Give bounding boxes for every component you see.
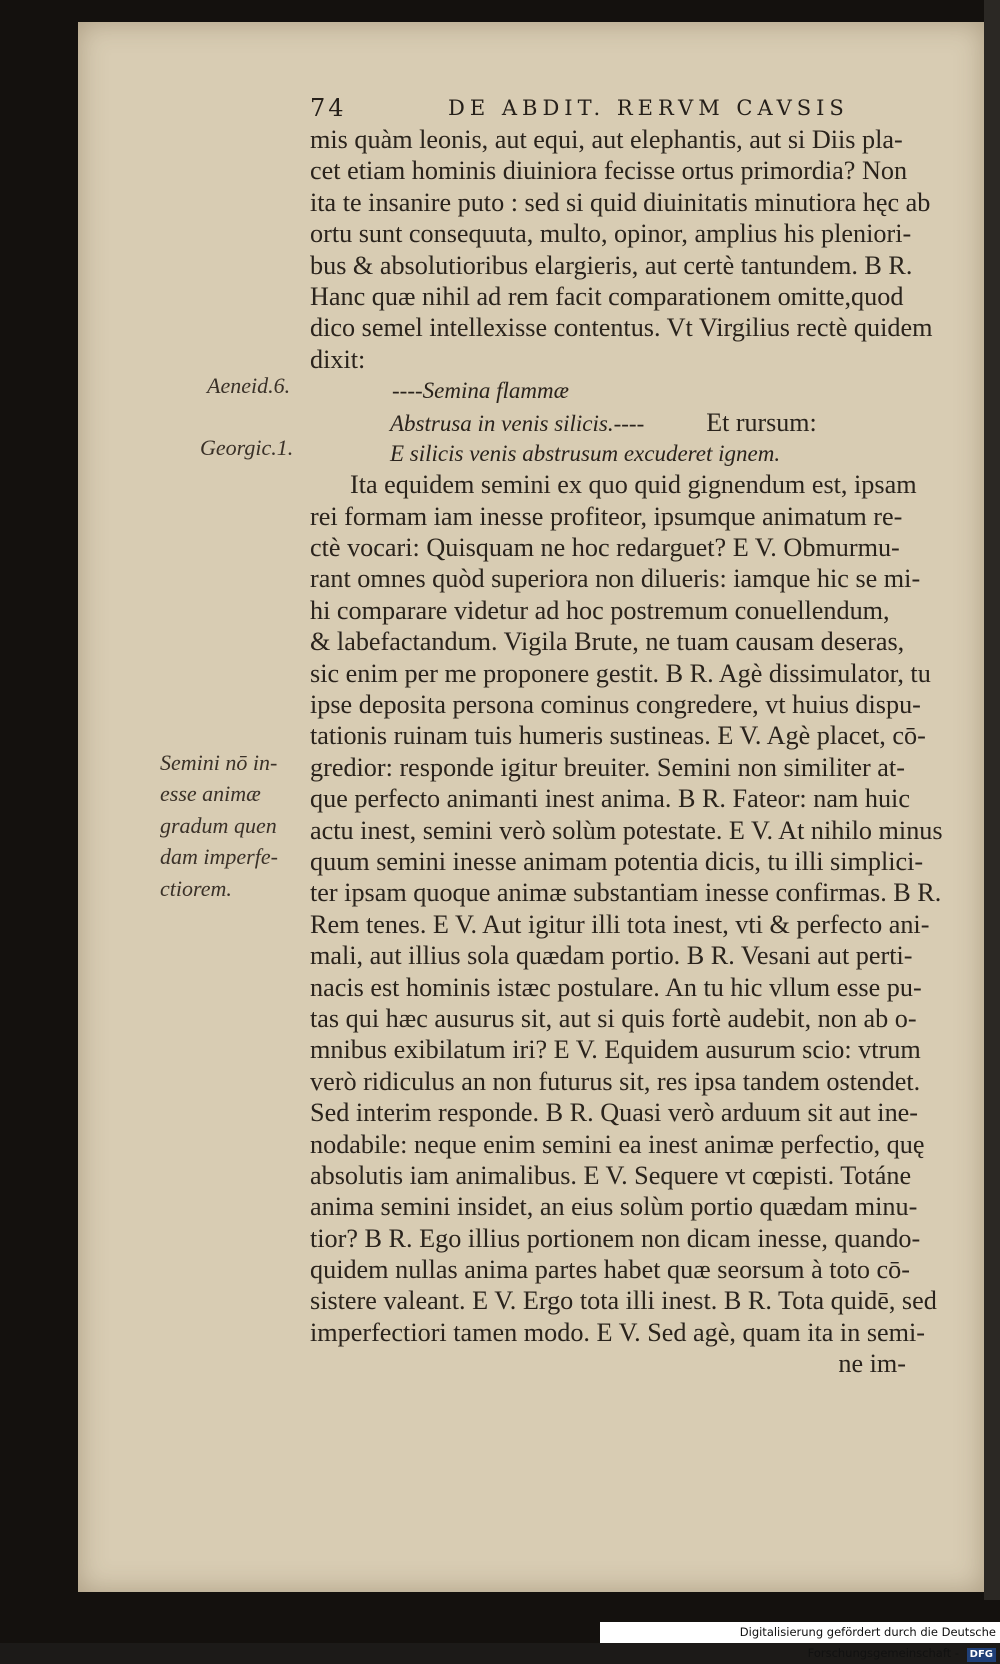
et-rursum: Et rursum: <box>706 407 817 437</box>
text-line: tas qui hæc ausurus sit, aut si quis fortè audebit, non ab o- <box>310 1003 917 1033</box>
text-line: quum semini inesse animam potentia dicis, tu illi simplici- <box>310 846 924 876</box>
text-line: Sed interim responde. B R. Quasi verò arduum sit aut ine- <box>310 1098 919 1128</box>
text-line: absolutis iam animalibus. E V. Sequere vt cœpisti. Totáne <box>310 1160 912 1190</box>
text-line: mis quàm leonis, aut equi, aut elephantis, aut si Diis pla- <box>310 125 903 154</box>
page-number: 74 <box>310 94 347 122</box>
digitization-credit-bar <box>600 1622 1000 1660</box>
text-line: tationis ruinam tuis humeris sustineas. E V. Agè placet, cō- <box>310 721 926 751</box>
text-line: cet etiam hominis diuiniora fecisse ortus primordia? Non <box>310 156 908 186</box>
quote-text: Abstrusa in venis silicis.---- <box>390 410 645 436</box>
side-note-semini <box>160 747 310 904</box>
text-line: Hanc quæ nihil ad rem facit comparationem omitte,quod <box>310 281 904 311</box>
body-text <box>310 124 950 1380</box>
text-line: nodabile: neque enim semini ea inest animæ perfectio, quę <box>310 1129 925 1159</box>
text-line: nacis est hominis istæc postulare. An tu hic vllum esse pu- <box>310 972 922 1002</box>
text-line: gredior: responde igitur breuiter. Semini non similiter at- <box>310 752 905 782</box>
text-line: sic enim per me proponere gestit. B R. Agè dissimulator, tu <box>310 658 931 688</box>
text-line: imperfectiori tamen modo. E V. Sed agè, quam ita in semi- <box>310 1317 926 1347</box>
catchword: ne im- <box>838 1349 906 1379</box>
side-note-line: dam imperfe- <box>160 844 278 870</box>
text-line: ipse deposita persona cominus congredere, vt huius dispu- <box>310 690 921 720</box>
text-line: verò ridiculus an non futurus sit, res ipsa tandem ostendet. <box>310 1066 921 1096</box>
text-line: bus & absolutioribus elargieris, aut certè tantundem. B R. <box>310 250 913 280</box>
text-line: hi comparare videtur ad hoc postremum conuellendum, <box>310 595 890 625</box>
text-line: rei formam iam inesse profiteor, ipsumque animatum re- <box>310 501 903 531</box>
side-note-line: esse animæ <box>160 781 261 807</box>
text-line: rant omnes quòd superiora non dilueris: iamque hic se mi- <box>310 564 921 594</box>
text-line: tior? B R. Ego illius portionem non dicam inesse, quando- <box>310 1223 921 1253</box>
text-line: ita te insanire puto : sed si quid diuinitatis minutiora hęc ab <box>310 187 931 217</box>
side-note-line: Semini nō in- <box>160 750 278 775</box>
text-line: Rem tenes. E V. Aut igitur illi tota inest, vti & perfecto ani- <box>310 909 930 939</box>
quote-line: ----Semina flammæ <box>392 378 569 404</box>
text-line: dixit: <box>310 344 366 374</box>
text-line: dico semel intellexisse contentus. Vt Virgilius rectè quidem <box>310 313 933 343</box>
text-line: ortu sunt consequuta, multo, opinor, amplius his pleniori- <box>310 219 912 249</box>
side-note-line: ctiorem. <box>160 875 232 901</box>
page-edge <box>984 0 1000 1600</box>
text-line: anima semini insidet, an eius solùm portio quædam minu- <box>310 1192 918 1222</box>
quote-line: E silicis venis abstrusum excuderet ignem. <box>390 440 781 466</box>
text-line: Ita equidem semini ex quo quid gignendum est, ipsam <box>350 470 917 500</box>
text-line: & labefactandum. Vigila Brute, ne tuam causam deseras, <box>310 627 905 657</box>
side-note-line: gradum quen <box>160 812 277 838</box>
dfg-logo: DFG <box>967 1648 996 1662</box>
running-title: DE ABDIT. RERVM CAVSIS <box>448 96 849 120</box>
digitization-credit: Digitalisierung gefördert durch die Deutsche Forschungsgemeinschaft - <box>739 1625 996 1660</box>
text-line: ctè vocari: Quisquam ne hoc redarguet? E V. Obmurmu- <box>310 533 900 563</box>
text-line: quidem nullas anima partes habet quæ seorsum à toto cō- <box>310 1255 910 1285</box>
text-line: mnibus exibilatum iri? E V. Equidem ausurum scio: vtrum <box>310 1035 921 1065</box>
text-line: actu inest, semini verò solùm potestate. E V. At nihilo minus <box>310 815 943 845</box>
text-line: ter ipsam quoque animæ substantiam inesse confirmas. B R. <box>310 878 942 908</box>
text-line: mali, aut illius sola quædam portio. B R. Vesani aut perti- <box>310 941 913 971</box>
quote-line <box>310 407 950 438</box>
side-note-georgic: Georgic.1. <box>200 435 294 460</box>
text-line: sistere valeant. E V. Ergo tota illi inest. B R. Tota quidē, sed <box>310 1286 937 1316</box>
text-line: que perfecto animanti inest anima. B R. Fateor: nam huic <box>310 784 910 814</box>
side-note-aeneid: Aeneid.6. <box>207 373 291 398</box>
